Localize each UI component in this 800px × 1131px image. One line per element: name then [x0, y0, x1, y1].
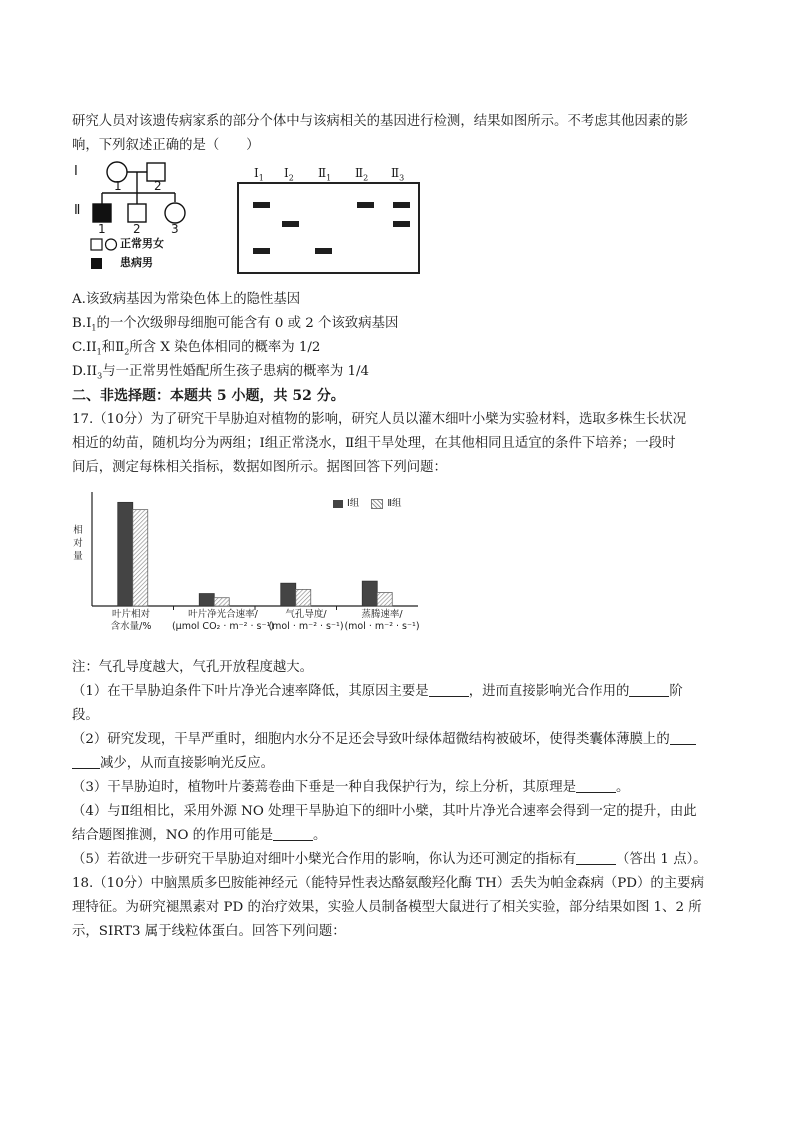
- ii1-number: 1: [98, 222, 106, 236]
- answer-blank[interactable]: [72, 754, 100, 769]
- answer-blank[interactable]: [576, 850, 616, 865]
- bar-group2: [296, 589, 311, 606]
- option-a: A.该致病基因为常染色体上的隐性基因: [72, 292, 301, 307]
- bar-group1: [362, 581, 377, 606]
- generation-2-label: Ⅱ: [74, 203, 81, 218]
- generation-1-label: Ⅰ: [74, 164, 78, 179]
- x-tick-label: 叶片相对 含水量/%: [110, 609, 152, 632]
- gel-lane-label-3: $Ⅱ_1$: [318, 166, 332, 183]
- ii3-number: 3: [171, 222, 179, 236]
- legend-male-affected-icon: [91, 258, 102, 269]
- option-d: $D.II_3$与一正常男性婚配所生孩子患病的概率为 1/4: [72, 364, 370, 381]
- answer-blank[interactable]: [429, 682, 469, 697]
- bar-group1: [199, 594, 214, 606]
- bar-group1: [281, 583, 296, 606]
- legend-swatch-group1: [333, 500, 343, 508]
- legend-affected-label: 患病男: [120, 256, 153, 269]
- q17-sub1: （1）在干旱胁迫条件下叶片净光合速率降低，其原因主要是 ，进而直接影响光合作用的 阶: [72, 684, 683, 699]
- gel-band: [393, 221, 410, 227]
- option-b: $B.I_1$的一个次级卵母细胞可能含有 0 或 2 个该致病基因: [72, 316, 399, 333]
- x-tick-label: 叶片净光合速率/ (μmol CO₂ · m⁻² · s⁻¹): [171, 609, 275, 632]
- gel-lane-label-2: $Ⅰ_2$: [284, 166, 294, 183]
- bar-group1: [118, 502, 133, 606]
- q17-line-1: 17.（10分）为了研究干旱胁迫对植物的影响，研究人员以灌木细叶小檗为实验材料，选取多株生长状况: [72, 412, 687, 427]
- intro-line-1: 研究人员对该遗传病家系的部分个体中与该病相关的基因进行检测，结果如图所示。不考虑其他因素的影: [72, 114, 688, 129]
- chart-legend: [333, 498, 402, 510]
- legend-normal-label: 正常男女: [120, 237, 164, 250]
- q18-line-1: 18.（10分）中脑黑质多巴胺能神经元（能特异性表达酪氨酸羟化酶 TH）丢失为帕金森病（PD）的主要病: [72, 876, 704, 891]
- q17-sub4-cont: 结合题图推测，NO 的作用可能是 。: [72, 828, 327, 843]
- q17-sub2-cont: 减少，从而直接影响光反应。: [72, 754, 274, 774]
- legend-label-group2: Ⅱ组: [387, 498, 402, 509]
- answer-blank[interactable]: [629, 682, 669, 697]
- gel-band: [357, 202, 374, 208]
- q18-line-2: 理特征。为研究褪黑素对 PD 的治疗效果，实验人员制备模型大鼠进行了相关实验，部分结果如图 1、2 所: [72, 900, 702, 915]
- q17-sub1-cont: 段。: [72, 708, 99, 723]
- ii3-female-normal: [165, 203, 185, 223]
- q17-line-2: 相近的幼苗，随机均分为两组；Ⅰ组正常浇水，Ⅱ组干旱处理，在其他相同且适宜的条件下培养；一段时: [72, 436, 676, 451]
- gel-lane-label-1: $Ⅰ_1$: [254, 166, 264, 183]
- q17-note: 注：气孔导度越大，气孔开放程度越大。: [72, 660, 314, 675]
- legend-label-group1: Ⅰ组: [347, 498, 360, 509]
- gel-lane-label-4: $Ⅱ_2$: [355, 166, 369, 183]
- answer-blank[interactable]: [670, 730, 696, 745]
- ii1-male-affected: [93, 204, 111, 222]
- legend-female-normal-icon: [106, 239, 117, 250]
- chart-ylabel: 相对量: [73, 525, 83, 562]
- q17-sub5: （5）若欲进一步研究干旱胁迫对细叶小檗光合作用的影响，你认为还可测定的指标有 （答出 1 点）。: [72, 852, 707, 867]
- bar-group2: [214, 598, 229, 606]
- pedigree-shapes: [80, 155, 200, 230]
- ii2-male-normal: [128, 204, 146, 222]
- gel-band: [393, 202, 410, 208]
- answer-blank[interactable]: [273, 826, 313, 841]
- bar-chart: [60, 484, 430, 644]
- x-tick-label: 气孔导度/ (mol · m⁻² · s⁻¹): [268, 609, 344, 632]
- gel-band: [282, 221, 299, 227]
- x-tick-label: 蒸腾速率/ (mol · m⁻² · s⁻¹): [344, 609, 420, 632]
- q17-sub2: （2）研究发现，干旱严重时，细胞内水分不足还会导致叶绿体超微结构被破坏，使得类囊体薄膜上的: [72, 730, 696, 750]
- q17-sub3: （3）干旱胁迫时，植物叶片萎蔫卷曲下垂是一种自我保护行为，综上分析，其原理是 。: [72, 780, 630, 795]
- answer-blank[interactable]: [576, 778, 616, 793]
- i1-number: 1: [114, 179, 122, 193]
- gel-box: [237, 182, 420, 274]
- section-2-heading: 二、非选择题：本题共 5 小题，共 52 分。: [72, 388, 345, 404]
- intro-line-2: 响，下列叙述正确的是（ ）: [72, 138, 260, 153]
- legend-swatch-group2: [371, 499, 383, 509]
- q17-sub4: （4）与Ⅱ组相比，采用外源 NO 处理干旱胁迫下的细叶小檗，其叶片净光合速率会得到一定的提升，由此: [72, 804, 697, 819]
- gel-band: [253, 202, 270, 208]
- ii2-number: 2: [133, 222, 141, 236]
- gel-band: [253, 248, 270, 254]
- option-c: $C.II_1$和$Ⅱ_2$所含 X 染色体相同的概率为 1/2: [72, 340, 321, 357]
- q18-line-3: 示，SIRT3 属于线粒体蛋白。回答下列问题：: [72, 924, 346, 939]
- legend-male-normal-icon: [91, 239, 102, 250]
- i2-number: 2: [154, 179, 162, 193]
- bar-group2: [377, 593, 392, 606]
- bar-group2: [133, 510, 148, 606]
- gel-lane-label-5: $Ⅱ_3$: [391, 166, 405, 183]
- legend-symbols: [89, 237, 121, 273]
- q17-line-3: 间后，测定每株相关指标，数据如图所示。据图回答下列问题：: [72, 460, 447, 475]
- gel-band: [315, 248, 332, 254]
